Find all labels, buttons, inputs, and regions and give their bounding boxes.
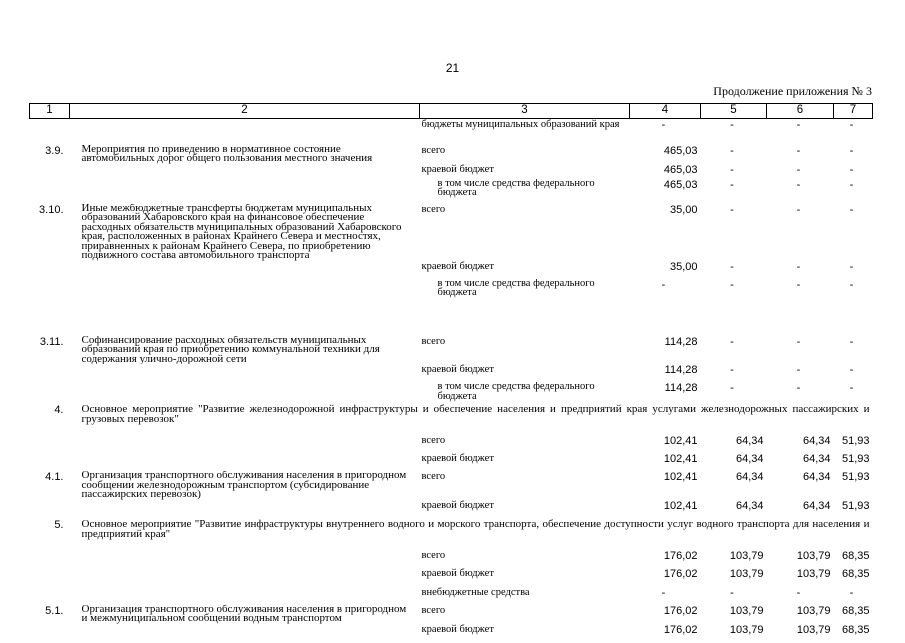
value-cell-v4: 114,28 <box>664 335 698 348</box>
row-number <box>30 179 70 204</box>
activity-name <box>70 382 420 404</box>
row-number <box>30 382 70 404</box>
value-cell-v5: 103,79 <box>729 549 764 562</box>
value-cell-v4: 176,02 <box>663 567 698 580</box>
value-cell-v7: 68,35 <box>841 549 870 562</box>
value-cell-v6: 103,79 <box>796 549 831 562</box>
row-number: 3.9. <box>45 144 64 157</box>
table-row <box>30 605 873 624</box>
value-cell-v4: 465,03 <box>663 178 698 191</box>
table-row <box>30 519 873 550</box>
activity-name <box>70 164 420 179</box>
activity-name <box>70 453 420 471</box>
budget-table <box>29 103 873 643</box>
funding-source: краевой бюджет <box>421 499 494 511</box>
row-number <box>30 119 70 145</box>
value-cell-v4: - <box>661 119 666 131</box>
main-activity-title: Основное мероприятие "Развитие железнодорожной инфраструктуры и обеспечение населения и предприятий края услугами железнодорожных пассажирских и грузовых перевозок" <box>81 404 870 425</box>
row-number <box>30 279 70 336</box>
value-cell-v4: - <box>661 278 666 291</box>
row-number <box>30 587 70 605</box>
funding-source: всего <box>421 549 446 561</box>
row-number <box>30 435 70 453</box>
value-cell-v5: - <box>730 178 734 191</box>
table-row <box>30 453 873 471</box>
value-cell-v7: 51,93 <box>841 435 870 447</box>
table-row <box>30 204 873 261</box>
funding-source: краевой бюджет <box>421 623 494 635</box>
table-row <box>30 164 873 179</box>
funding-source: краевой бюджет <box>421 453 494 464</box>
appendix-continuation-note: Продолжение приложения № 3 <box>713 84 872 98</box>
value-cell-v4: 102,41 <box>663 435 698 447</box>
value-cell-v6: - <box>796 119 801 131</box>
funding-source: краевой бюджет <box>421 364 494 375</box>
value-cell-v7: - <box>849 278 854 291</box>
value-cell-v4: 35,00 <box>669 260 698 273</box>
value-cell-v6: 64,34 <box>802 453 831 465</box>
row-number: 5.1. <box>45 604 64 617</box>
value-cell-v6: - <box>796 278 801 291</box>
value-cell-v5: 103,79 <box>729 623 764 636</box>
header-cell-2: 2 <box>70 104 420 119</box>
main-activity-title: Основное мероприятие "Развитие инфраструктуры внутреннего водного и морского транспорта, обеспечение доступности услуг водного транспорта для населения и предприятий края" <box>81 518 870 540</box>
funding-source: краевой бюджет <box>421 260 494 272</box>
table-row <box>30 550 873 568</box>
value-cell-v6: - <box>796 335 801 348</box>
value-cell-v6: - <box>796 178 801 191</box>
row-number <box>30 550 70 568</box>
funding-source: в том числе средства федерального бюджета <box>437 278 595 298</box>
table-row <box>30 364 873 382</box>
activity-name: Иные межбюджетные трансферты бюджетам муниципальных образований Хабаровского края на финансовое обеспечение расходных обязательств муниципальных образований Хабаровского края, расположенных в районах Крайнего Севера и местностях, приравненных к районам Крайнего Севера, по приобретению подвижного состава автомобильного транспорта <box>81 203 402 261</box>
value-cell-v7: - <box>849 382 854 394</box>
funding-source: всего <box>421 435 446 446</box>
header-cell-7: 7 <box>834 104 873 119</box>
value-cell-v6: - <box>796 260 801 273</box>
value-cell-v5: - <box>730 586 734 599</box>
value-cell-v5: - <box>730 364 734 376</box>
value-cell-v6: - <box>796 382 801 394</box>
header-cell-4: 4 <box>630 104 701 119</box>
funding-source: внебюджетные средства <box>421 586 530 598</box>
value-cell-v5: 64,34 <box>735 499 764 512</box>
table-row <box>30 261 873 279</box>
value-cell-v6: - <box>796 586 801 599</box>
value-cell-v6: - <box>796 144 801 157</box>
row-number: 4. <box>54 404 64 416</box>
activity-name <box>70 568 420 587</box>
value-cell-v7: 51,93 <box>841 499 870 512</box>
activity-name <box>70 261 420 279</box>
value-cell-v5: - <box>730 335 734 348</box>
funding-source: всего <box>421 471 446 482</box>
page-number: 21 <box>445 61 460 75</box>
value-cell-v4: 176,02 <box>663 604 698 617</box>
funding-source: в том числе средства федерального бюджета <box>437 178 595 198</box>
value-cell-v7: - <box>849 119 854 131</box>
value-cell-v7: - <box>849 586 854 599</box>
table-row <box>30 568 873 587</box>
table-body <box>30 104 873 643</box>
funding-source: всего <box>421 604 446 616</box>
funding-source: всего <box>421 203 446 215</box>
value-cell-v7: 68,35 <box>841 623 870 636</box>
value-cell-v5: 64,34 <box>735 453 764 465</box>
value-cell-v4: 176,02 <box>663 549 698 562</box>
value-cell-v6: 103,79 <box>796 604 831 617</box>
activity-name: Софинансирование расходных обязательств муниципальных образований края по приобретению коммунальной техники для содержания улично-дорожной сети <box>81 335 380 364</box>
row-number <box>30 364 70 382</box>
header-cell-6: 6 <box>767 104 834 119</box>
activity-name <box>70 587 420 605</box>
value-cell-v6: 103,79 <box>796 567 831 580</box>
funding-source: всего <box>421 335 446 347</box>
value-cell-v7: - <box>849 203 854 216</box>
value-cell-v5: - <box>730 119 734 131</box>
value-cell-v7: - <box>849 364 854 376</box>
value-cell-v4: - <box>661 586 666 599</box>
row-number <box>30 164 70 179</box>
value-cell-v5: - <box>730 260 734 273</box>
value-cell-v6: 64,34 <box>802 471 831 483</box>
table-row <box>30 336 873 365</box>
table-row <box>30 382 873 404</box>
table-row <box>30 145 873 164</box>
value-cell-v4: 114,28 <box>664 382 698 394</box>
activity-name <box>70 550 420 568</box>
table-row <box>30 471 873 500</box>
value-cell-v5: 103,79 <box>729 567 764 580</box>
funding-source: краевой бюджет <box>421 567 494 579</box>
value-cell-v5: - <box>730 382 734 394</box>
funding-source: всего <box>421 144 446 156</box>
value-cell-v5: 103,79 <box>729 604 764 617</box>
activity-name <box>70 500 420 519</box>
value-cell-v7: 51,93 <box>841 453 870 465</box>
value-cell-v7: - <box>849 163 854 176</box>
table-row <box>30 435 873 453</box>
value-cell-v7: 68,35 <box>841 567 870 580</box>
activity-name <box>70 119 420 145</box>
funding-source: бюджеты муниципальных образований края <box>421 119 620 130</box>
activity-name <box>70 279 420 336</box>
value-cell-v7: - <box>849 178 854 191</box>
table-row <box>30 179 873 204</box>
value-cell-v7: 51,93 <box>841 471 870 483</box>
value-cell-v4: 114,28 <box>664 364 698 376</box>
row-number <box>30 568 70 587</box>
value-cell-v6: - <box>796 203 801 216</box>
value-cell-v4: 102,41 <box>663 499 698 512</box>
value-cell-v7: - <box>849 144 854 157</box>
value-cell-v4: 102,41 <box>663 471 698 483</box>
value-cell-v7: 68,35 <box>841 604 870 617</box>
header-cell-5: 5 <box>701 104 767 119</box>
value-cell-v4: 35,00 <box>669 203 698 216</box>
table-row <box>30 404 873 435</box>
row-number: 3.11. <box>39 335 64 348</box>
value-cell-v5: - <box>730 278 734 291</box>
activity-name: Организация транспортного обслуживания населения в пригородном сообщении железнодорожным транспортом (субсидирование пассажирских перевозок) <box>81 471 407 500</box>
row-number <box>30 500 70 519</box>
value-cell-v6: - <box>796 163 801 176</box>
value-cell-v6: 64,34 <box>802 435 831 447</box>
value-cell-v4: 465,03 <box>663 144 698 157</box>
activity-name: Мероприятия по приведению в нормативное состояние автомобильных дорог общего пользования местного значения <box>81 144 373 164</box>
table-row <box>30 119 873 145</box>
funding-source: в том числе средства федерального бюджета <box>437 382 595 402</box>
value-cell-v5: - <box>730 203 734 216</box>
value-cell-v5: 64,34 <box>735 435 764 447</box>
value-cell-v4: 176,02 <box>663 623 698 636</box>
header-row <box>30 104 873 119</box>
value-cell-v7: - <box>849 260 854 273</box>
header-cell-3: 3 <box>420 104 630 119</box>
value-cell-v4: 102,41 <box>663 453 698 465</box>
table-row <box>30 500 873 519</box>
value-cell-v5: - <box>730 144 734 157</box>
header-cell-1: 1 <box>30 104 70 119</box>
value-cell-v5: 64,34 <box>735 471 764 483</box>
value-cell-v6: - <box>796 364 801 376</box>
row-number: 5. <box>54 518 64 531</box>
value-cell-v4: 465,03 <box>663 163 698 176</box>
row-number: 3.10. <box>39 203 64 216</box>
activity-name <box>70 364 420 382</box>
row-number <box>30 261 70 279</box>
activity-name: Организация транспортного обслуживания населения в пригородном и межмуниципальном сообщении водным транспортом <box>81 604 407 624</box>
row-number: 4.1. <box>45 471 64 483</box>
value-cell-v6: 103,79 <box>796 623 831 636</box>
table-row <box>30 279 873 336</box>
funding-source: краевой бюджет <box>421 163 494 175</box>
row-number <box>30 453 70 471</box>
value-cell-v5: - <box>730 163 734 176</box>
table-row <box>30 587 873 605</box>
activity-name <box>70 435 420 453</box>
activity-name <box>70 179 420 204</box>
value-cell-v6: 64,34 <box>802 499 831 512</box>
value-cell-v7: - <box>849 335 854 348</box>
